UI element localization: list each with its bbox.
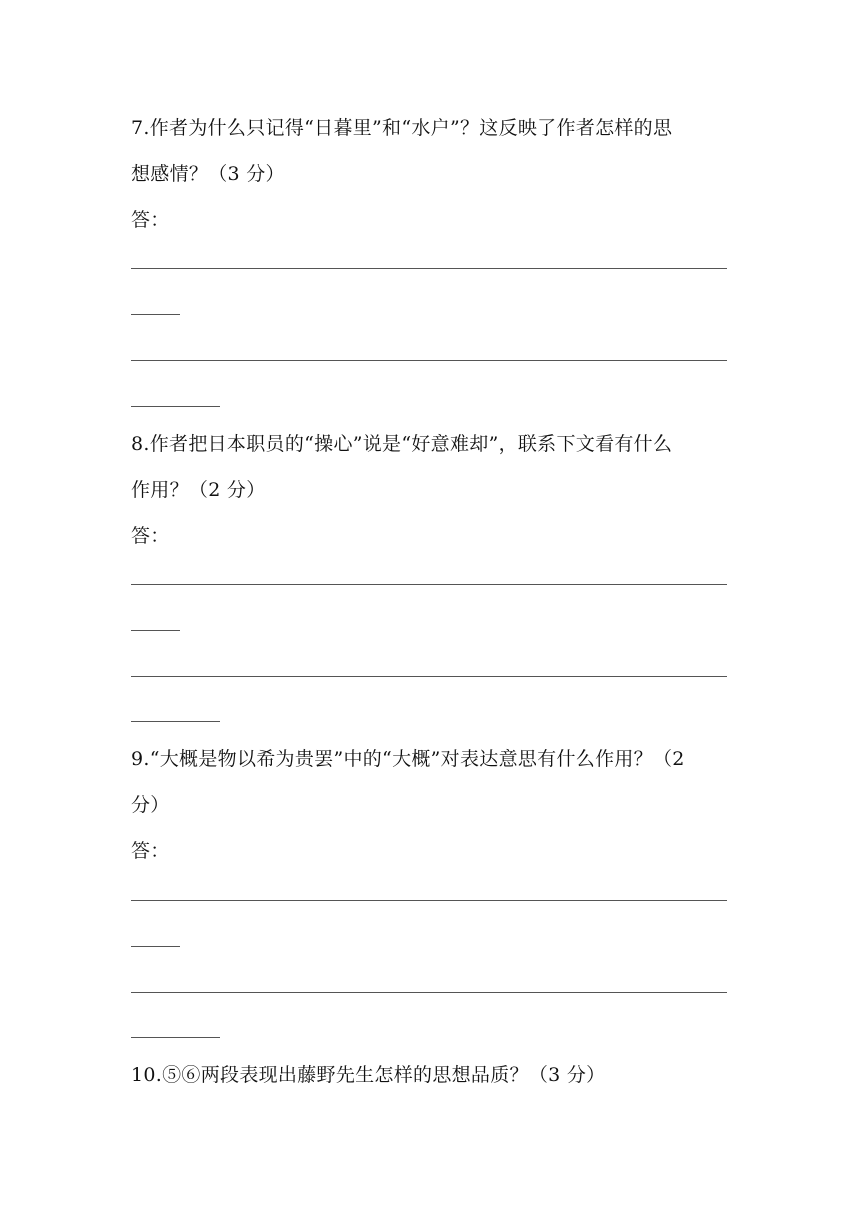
question-7-answer-line-1-tail[interactable] xyxy=(131,314,180,315)
question-7-text-line2: 想感情？（3 分） xyxy=(131,163,285,185)
question-9-answer-line-2[interactable] xyxy=(131,992,727,993)
question-9-answer-line-1[interactable] xyxy=(131,900,727,901)
question-8-text-line1: 8.作者把日本职员的“操心”说是“好意难却”，联系下文看有什么 xyxy=(131,433,673,455)
question-9-answer-line-1-tail[interactable] xyxy=(131,946,180,947)
question-10-text-line1: 10.⑤⑥两段表现出藤野先生怎样的思想品质？（3 分） xyxy=(131,1064,606,1086)
question-7-text-line1: 7.作者为什么只记得“日暮里”和“水户”？这反映了作者怎样的思 xyxy=(131,117,673,139)
question-8-answer-line-1-tail[interactable] xyxy=(131,630,180,631)
question-9-text-line2: 分） xyxy=(131,794,170,816)
question-8-answer-line-2[interactable] xyxy=(131,676,727,677)
question-7-answer-label: 答： xyxy=(131,209,170,231)
question-8-answer-label: 答： xyxy=(131,525,170,547)
question-7-answer-line-2[interactable] xyxy=(131,360,727,361)
question-8-answer-line-2-tail[interactable] xyxy=(131,721,220,722)
question-8-answer-line-1[interactable] xyxy=(131,584,727,585)
question-9-answer-label: 答： xyxy=(131,840,170,862)
question-7-answer-line-1[interactable] xyxy=(131,268,727,269)
question-9-text-line1: 9.“大概是物以希为贵罢”中的“大概”对表达意思有什么作用？（2 xyxy=(131,748,685,770)
question-8-text-line2: 作用？（2 分） xyxy=(131,479,266,501)
question-7-answer-line-2-tail[interactable] xyxy=(131,406,220,407)
question-9-answer-line-2-tail[interactable] xyxy=(131,1037,220,1038)
